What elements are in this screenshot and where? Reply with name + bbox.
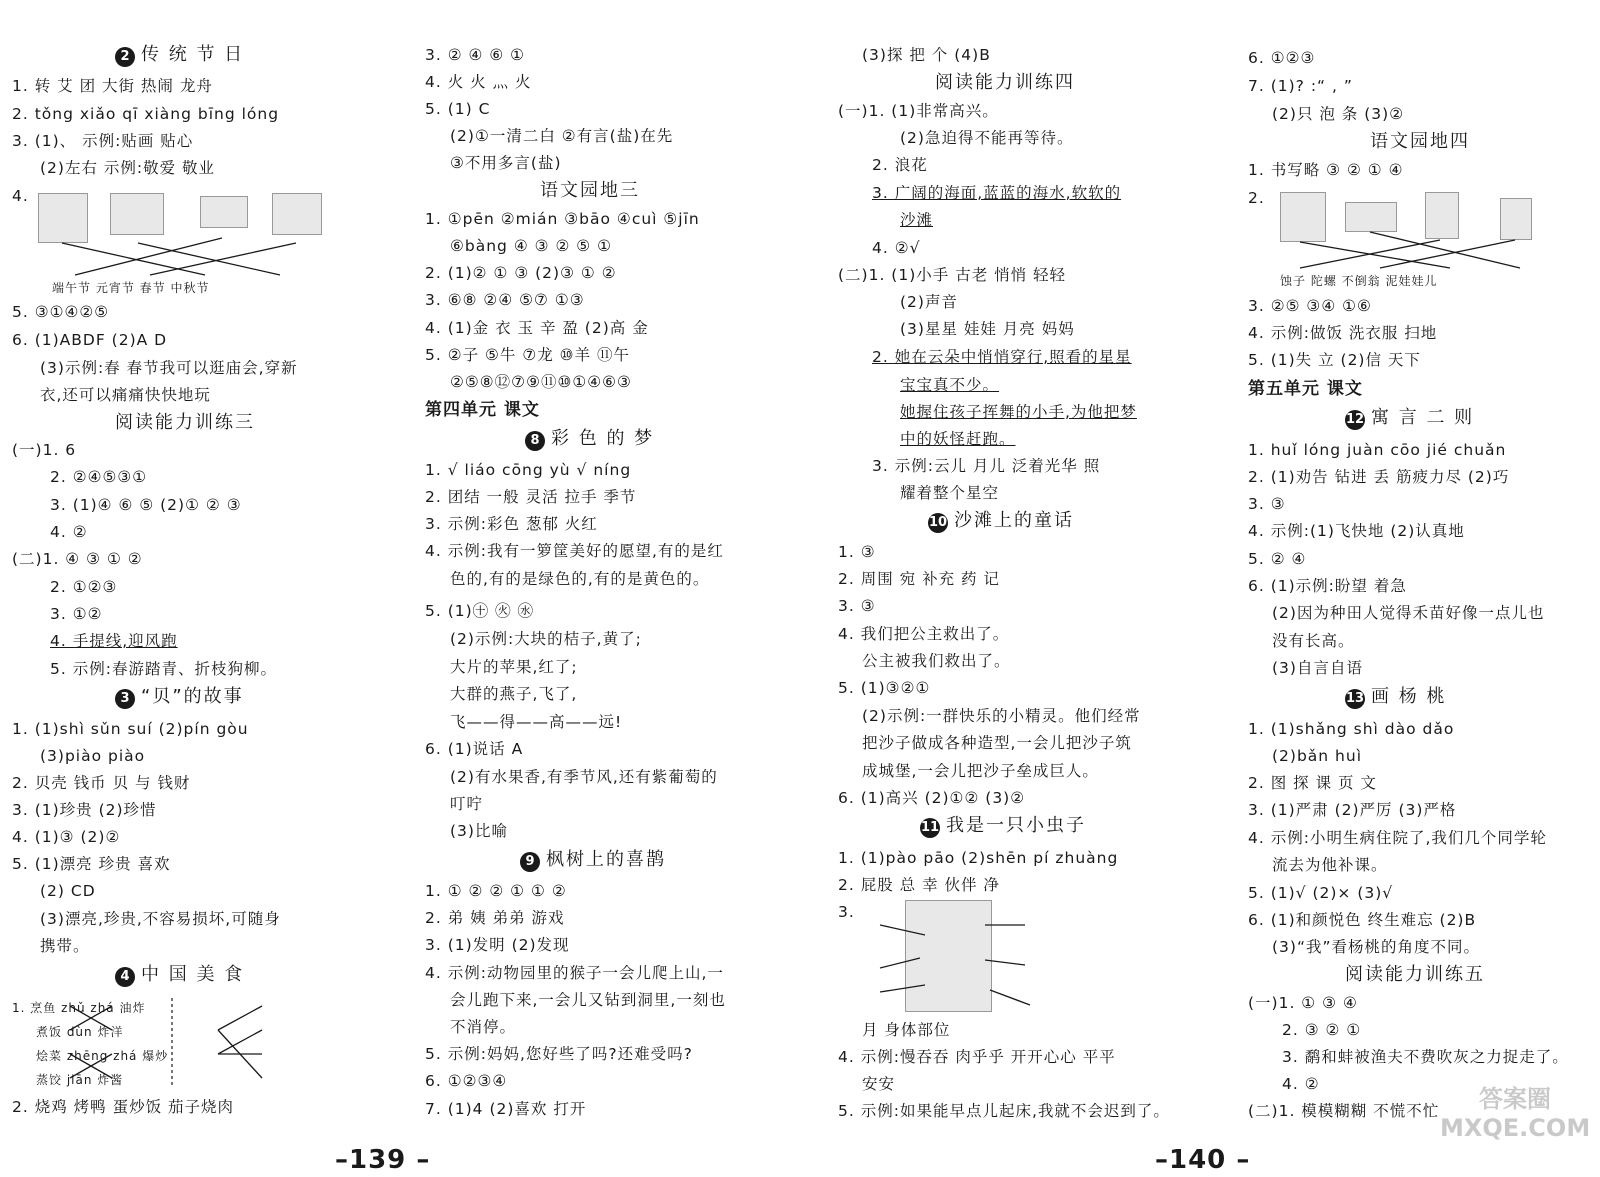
line-text: 彩 色 的 梦	[551, 428, 655, 449]
line-text: 2. 周围 宛 补充 药 记	[838, 570, 1000, 588]
line-text: 语文园地三	[540, 180, 640, 201]
line-text: 4. ②	[50, 523, 88, 541]
line-text: 4. 示例:(1)飞快地 (2)认真地	[1248, 522, 1465, 540]
line-text: 4. (1)金 衣 玉 辛 盈 (2)高 金	[425, 319, 649, 337]
line-text: (3)“我”看杨桃的角度不同。	[1272, 938, 1481, 956]
line-text: 3. (1)严肃 (2)严厉 (3)严格	[1248, 801, 1457, 819]
line-text: 1. ① ② ② ① ① ②	[425, 882, 567, 900]
line-text: (2)只 泡 条 (3)②	[1272, 105, 1405, 123]
line-text: 3. ② ④ ⑥ ①	[425, 46, 526, 64]
line-text: 1. (1)shì sǔn suí (2)pín gòu	[12, 720, 249, 738]
line-text: 蚀子 陀螺 不倒翁 泥娃娃儿	[1280, 274, 1438, 288]
line-text: (3)漂亮,珍贵,不容易损坏,可随身	[40, 910, 281, 928]
line-text: 3. (1)、 示例:贴画 贴心	[12, 132, 194, 150]
line-text: 2. 图 探 课 页 文	[1248, 774, 1377, 792]
line-text: 成城堡,一会儿把沙子垒成巨人。	[862, 762, 1099, 780]
line-text: 3. ①②	[50, 605, 103, 623]
lesson-number-badge: 3	[115, 689, 135, 709]
line-text: 5. 示例:春游踏青、折枝狗柳。	[50, 660, 277, 678]
line-text: 4. 示例:做饭 洗衣服 扫地	[1248, 324, 1438, 342]
line-text: (3)示例:春 春节我可以逛庙会,穿新	[40, 359, 298, 377]
line-text: 1. ③	[838, 543, 876, 561]
line-text: 把沙子做成各种造型,一会儿把沙子筑	[862, 734, 1132, 752]
line-text: 5. ③①④②⑤	[12, 303, 110, 321]
line-text: 4. 示例:我有一箩筐美好的愿望,有的是红	[425, 542, 724, 560]
lesson-number-badge: 9	[520, 852, 540, 872]
line-text: 3. 鹬和蚌被渔夫不费吹灰之力捉走了。	[1282, 1048, 1569, 1066]
line-text: 阅读能力训练五	[1345, 964, 1485, 985]
line-text: 2. (1)劝告 钻进 丢 筋疲力尽 (2)巧	[1248, 468, 1510, 486]
line-text: 2. 浪花	[872, 156, 928, 174]
line-text: 2.	[1248, 189, 1265, 207]
line-text: 没有长高。	[1272, 632, 1355, 650]
line-text: 3. 示例:云儿 月儿 泛着光华 照	[872, 457, 1101, 475]
line-text: 5. (1)√ (2)× (3)√	[1248, 884, 1394, 902]
line-text: 3. (1)④ ⑥ ⑤ (2)① ② ③	[50, 496, 242, 514]
line-text: 3. 示例:彩色 葱郁 火红	[425, 515, 598, 533]
line-text: 寓 言 二 则	[1371, 407, 1475, 428]
line-text: 3. (1)发明 (2)发现	[425, 936, 570, 954]
line-text: 她握住孩子挥舞的小手,为他把梦	[900, 403, 1137, 421]
line-text: (一)1. 6	[12, 441, 77, 459]
line-text: 5. (1)失 立 (2)信 天下	[1248, 351, 1421, 369]
line-text: 5. (1)漂亮 珍贵 喜欢	[12, 855, 171, 873]
line-text: 公主被我们救出了。	[862, 652, 1011, 670]
line-text: ②⑤⑧⑫⑦⑨⑪⑩①④⑥③	[450, 373, 632, 391]
line-text: 6. (1)示例:盼望 着急	[1248, 577, 1407, 595]
line-text: (一)1. ① ③ ④	[1248, 994, 1358, 1012]
watermark: 答案圈 MXQE.COM	[1440, 1085, 1591, 1142]
line-text: 沙滩	[900, 211, 934, 229]
lesson-number-badge: 13	[1345, 689, 1365, 709]
line-text: 4. (1)③ (2)②	[12, 828, 121, 846]
line-text: 5. ②子 ⑤牛 ⑦龙 ⑩羊 ⑪午	[425, 346, 631, 364]
line-text: 3. ③	[838, 597, 876, 615]
page-number-left: –139 –	[335, 1145, 431, 1175]
line-text: ⑥bàng ④ ③ ② ⑤ ①	[450, 237, 613, 255]
line-text: 阅读能力训练四	[935, 72, 1075, 93]
line-text: 6. (1)高兴 (2)①② (3)②	[838, 789, 1026, 807]
line-text: 中的妖怪赶跑。	[900, 430, 1016, 448]
line-text: 3. ⑥⑧ ②④ ⑤⑦ ①③	[425, 291, 585, 309]
line-text: 第五单元 课文	[1248, 379, 1363, 399]
line-text: 叮咛	[450, 795, 484, 813]
line-text: (二)1. ④ ③ ① ②	[12, 550, 143, 568]
line-text: 1. 书写略 ③ ② ① ④	[1248, 161, 1404, 179]
lesson-number-badge: 4	[115, 967, 135, 987]
line-text: 安安	[862, 1075, 896, 1093]
line-text: 2. 屁股 总 幸 伙伴 净	[838, 876, 1000, 894]
line-text: 2. ③ ② ①	[1282, 1021, 1362, 1039]
line-text: 1. 转 艾 团 大街 热闹 龙舟	[12, 77, 213, 95]
line-text: 6. (1)说话 A	[425, 740, 524, 758]
line-text: (3)星星 娃娃 月亮 妈妈	[900, 320, 1075, 338]
line-text: 2. ①②③	[50, 578, 118, 596]
lesson-number-badge: 8	[525, 431, 545, 451]
line-text: 大片的苹果,红了;	[450, 658, 578, 676]
line-text: (2)示例:一群快乐的小精灵。他们经常	[862, 707, 1141, 725]
line-text: 4. 示例:慢吞吞 肉乎乎 开开心心 平平	[838, 1048, 1116, 1066]
line-text: 不消停。	[450, 1018, 517, 1036]
line-text: 2. tǒng xiǎo qī xiàng bīng lóng	[12, 105, 280, 123]
line-text: 4. 火 火 灬 火	[425, 73, 532, 91]
line-text: 1. (1)shǎng shì dào dǎo	[1248, 720, 1455, 738]
line-text: 4. 手提线,迎风跑	[50, 632, 178, 650]
line-text: 月 身体部位	[862, 1021, 951, 1039]
line-text: 1. (1)pào pāo (2)shēn pí zhuàng	[838, 849, 1119, 867]
line-text: (3)比喻	[450, 822, 508, 840]
line-text: (2)急迫得不能再等待。	[900, 129, 1074, 147]
line-text: 2. 团结 一般 灵活 拉手 季节	[425, 488, 637, 506]
line-text: 6. (1)和颜悦色 终生难忘 (2)B	[1248, 911, 1477, 929]
line-text: (3)piào piào	[40, 747, 146, 765]
line-text: 7. (1)4 (2)喜欢 打开	[425, 1100, 587, 1118]
line-text: 枫树上的喜鹊	[546, 849, 666, 870]
line-text: (3)自言自语	[1272, 659, 1363, 677]
line-text: 烩菜 zhēng zhá 爆炒	[36, 1049, 169, 1063]
line-text: 端午节 元宵节 春节 中秋节	[52, 281, 210, 295]
line-text: 2. 她在云朵中悄悄穿行,照看的星星	[872, 348, 1132, 366]
line-text: 4.	[12, 187, 29, 205]
line-text: (二)1. (1)小手 古老 悄悄 轻轻	[838, 266, 1067, 284]
line-text: 阅读能力训练三	[115, 412, 255, 433]
line-text: (2)左右 示例:敬爱 敬业	[40, 159, 216, 177]
line-text: 2. 弟 姨 弟弟 游戏	[425, 909, 565, 927]
line-text: 中 国 美 食	[141, 964, 245, 985]
line-text: 4. 我们把公主救出了。	[838, 625, 1010, 643]
lesson-number-badge: 12	[1345, 410, 1365, 430]
line-text: 3.	[838, 903, 855, 921]
line-text: (2) CD	[40, 882, 96, 900]
line-text: 4. ②	[1282, 1075, 1320, 1093]
line-text: 5. 示例:如果能早点儿起床,我就不会迟到了。	[838, 1102, 1170, 1120]
line-text: (2)声音	[900, 293, 958, 311]
line-text: 蒸饺 jiān 炸酱	[36, 1073, 124, 1087]
line-text: 2. ②④⑤③①	[50, 468, 148, 486]
line-text: 1. ①pēn ②mián ③bāo ④cuì ⑤jīn	[425, 210, 700, 228]
line-text: 4. 示例:小明生病住院了,我们几个同学轮	[1248, 829, 1547, 847]
line-text: 飞——得——高——远!	[450, 713, 623, 731]
line-text: “贝”的故事	[141, 686, 244, 707]
line-text: 5. (1)③②①	[838, 679, 931, 697]
line-text: 1. √ liáo cōng yù √ níng	[425, 461, 632, 479]
line-text: 语文园地四	[1370, 131, 1470, 152]
page-number-right: –140 –	[1155, 1145, 1251, 1175]
line-text: (3)探 把 个 (4)B	[862, 46, 991, 64]
line-text: 第四单元 课文	[425, 400, 540, 420]
line-text: 煮饭 dùn 炸洋	[36, 1025, 124, 1039]
lesson-number-badge: 11	[920, 818, 940, 838]
line-text: 1. huǐ lóng juàn cōo jié chuǎn	[1248, 441, 1507, 459]
line-text: 衣,还可以痛痛快快地玩	[40, 386, 211, 404]
line-text: 5. (1)㊉ ㊋ ㊌	[425, 602, 535, 620]
line-text: 3. 广阔的海面,蓝蓝的海水,软软的	[872, 184, 1122, 202]
line-text: 4. 示例:动物园里的猴子一会儿爬上山,一	[425, 964, 724, 982]
lesson-number-badge: 10	[928, 513, 948, 533]
line-text: 画 杨 桃	[1371, 686, 1447, 707]
line-text: (2)示例:大块的桔子,黄了;	[450, 630, 642, 648]
line-text: (一)1. (1)非常高兴。	[838, 102, 999, 120]
line-text: ③不用多言(盐)	[450, 154, 562, 172]
line-text: 耀着整个星空	[900, 484, 1000, 502]
line-text: 流去为他补课。	[1272, 856, 1388, 874]
line-text: 宝宝真不少。	[900, 376, 1000, 394]
line-text: (2)因为种田人觉得禾苗好像一点儿也	[1272, 604, 1545, 622]
line-text: 3. (1)珍贵 (2)珍惜	[12, 801, 157, 819]
line-text: (二)1. 模模糊糊 不慌不忙	[1248, 1102, 1440, 1120]
line-text: 会儿跑下来,一会儿又钻到洞里,一刻也	[450, 991, 726, 1009]
line-text: 6. (1)ABDF (2)A D	[12, 331, 168, 349]
line-text: 7. (1)? :“ , ”	[1248, 77, 1353, 95]
line-text: 3. ②⑤ ③④ ①⑥	[1248, 297, 1372, 315]
line-text: 2. 烧鸡 烤鸭 蛋炒饭 茄子烧肉	[12, 1098, 234, 1116]
line-text: 5. 示例:妈妈,您好些了吗?还难受吗?	[425, 1045, 693, 1063]
line-text: (2)①一清二白 ②有言(盐)在先	[450, 127, 674, 145]
line-text: 6. ①②③④	[425, 1072, 508, 1090]
line-text: 沙滩上的童话	[954, 510, 1074, 531]
line-text: (2)bǎn huì	[1272, 747, 1362, 765]
line-text: 2. (1)② ① ③ (2)③ ① ②	[425, 264, 617, 282]
line-text: 3. ③	[1248, 495, 1286, 513]
line-text: 色的,有的是绿色的,有的是黄色的。	[450, 570, 710, 588]
line-text: 大群的燕子,飞了,	[450, 685, 578, 703]
line-text: 传 统 节 日	[141, 44, 245, 65]
line-text: 6. ①②③	[1248, 49, 1316, 67]
line-text: 1. 烹鱼 zhǔ zhá 油炸	[12, 1001, 146, 1015]
line-text: 5. ② ④	[1248, 550, 1307, 568]
line-text: 4. ②√	[872, 239, 921, 257]
line-text: (2)有水果香,有季节风,还有紫葡萄的	[450, 768, 718, 786]
line-text: 2. 贝壳 钱币 贝 与 钱财	[12, 774, 191, 792]
lesson-number-badge: 2	[115, 47, 135, 67]
line-text: 携带。	[40, 937, 90, 955]
line-text: 5. (1) C	[425, 100, 491, 118]
line-text: 我是一只小虫子	[946, 815, 1086, 836]
